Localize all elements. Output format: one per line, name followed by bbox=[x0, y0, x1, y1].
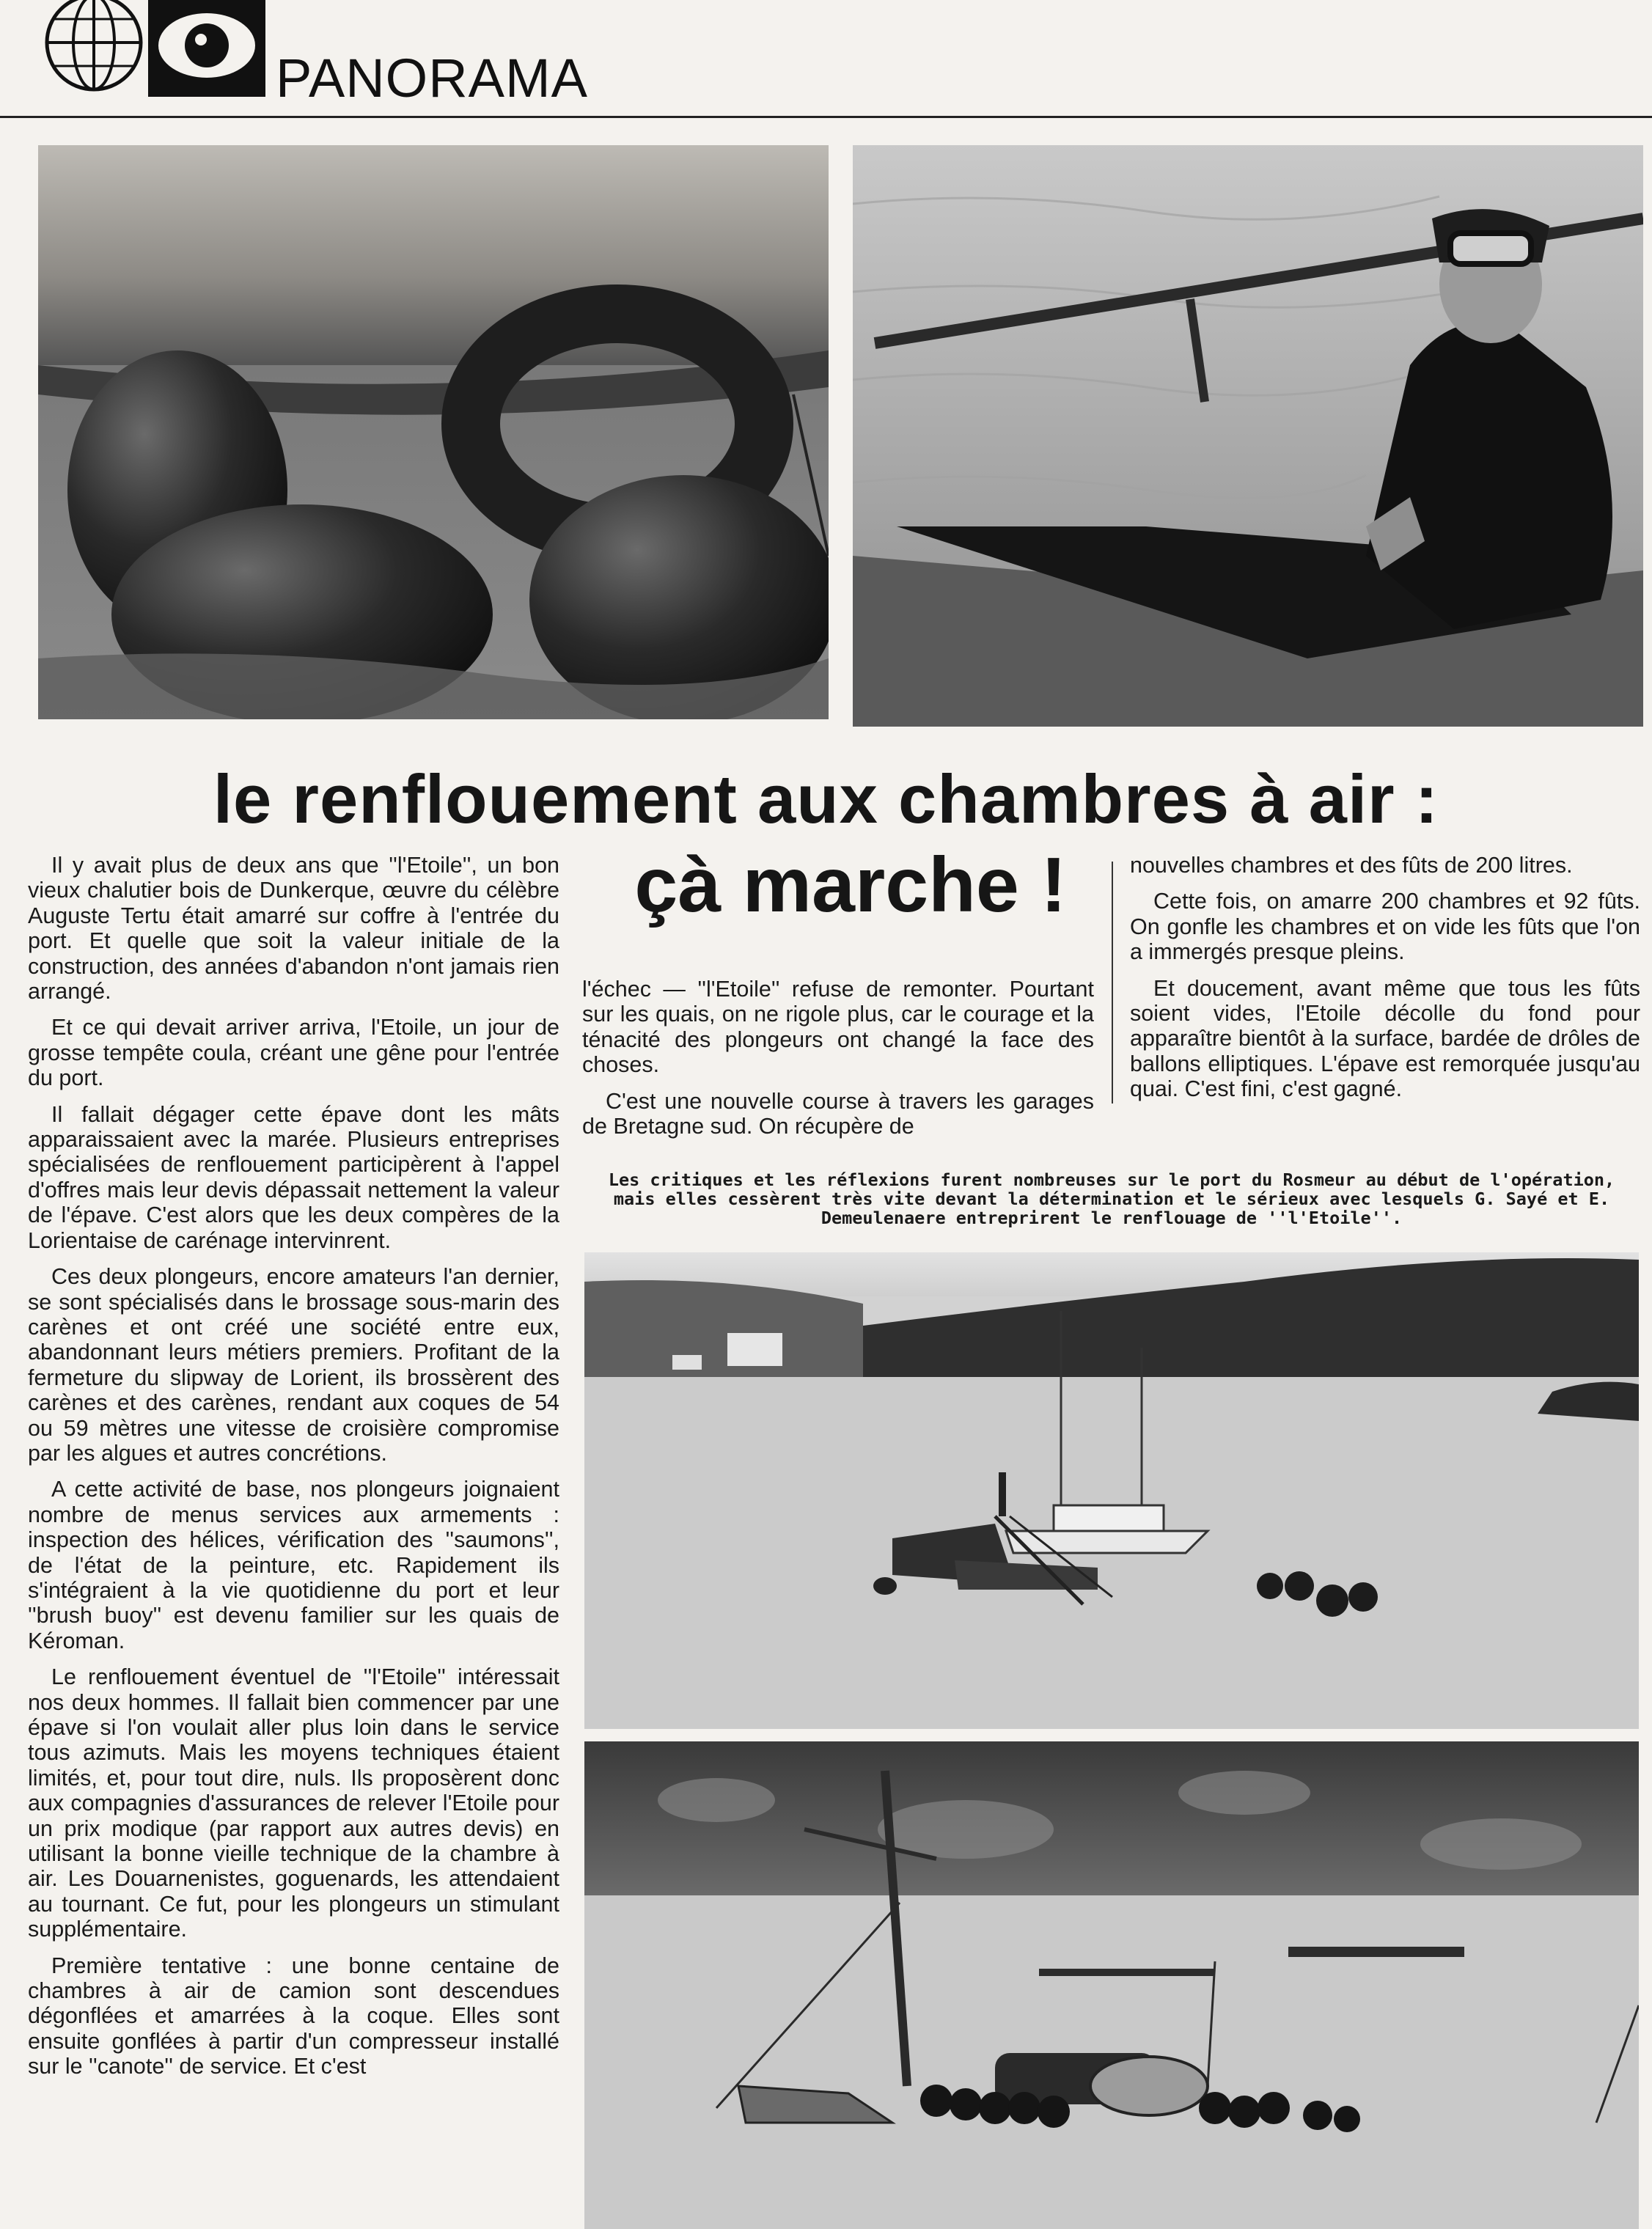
paragraph: A cette activité de base, nos plongeurs joignaient nombre de menus services aux armements : inspection des hélices, vérification des ''saumons'', de l'état de la peinture, etc. Rapidement ils s'intégraient à la vie quotidienne du port et leur ''brush buoy'' est devenu familier sur les quais de Kéroman. bbox=[28, 1477, 559, 1653]
paragraph: nouvelles chambres et des fûts de 200 litres. bbox=[1130, 853, 1573, 878]
article-column-1 bbox=[28, 853, 559, 2090]
paragraph: Il fallait dégager cette épave dont les mâts apparaissaient avec la marée. Plusieurs entreprises spécialisées de renflouement participèrent à l'appel d'offres mais leur devis dépassait nettement la valeur de l'épave. C'est alors que les deux compères de la Lorientaise de carénage intervinrent. bbox=[28, 1101, 559, 1253]
header-divider bbox=[0, 116, 1652, 118]
paragraph: Et ce qui devait arriver arriva, l'Etoile, un jour de grosse tempête coula, créant une gêne pour l'entrée du port. bbox=[28, 1015, 559, 1091]
photo-wreck-refloated bbox=[584, 1741, 1639, 2229]
article-subhead: çà marche ! bbox=[634, 842, 1067, 928]
column-divider bbox=[1112, 862, 1113, 1104]
paragraph: Ces deux plongeurs, encore amateurs l'an dernier, se sont spécialisés dans le brossage sous-marin des carènes et ont créé une société entre eux, abandonnant leurs métiers premiers. Profitant de la fermeture du slipway de Lorient, ils brossèrent des carènes et des carènes, rendant aux coques de 54 ou 59 mètres une vitesse de croisière compromise par les algues et autres concrétions. bbox=[28, 1264, 559, 1466]
paragraph: C'est une nouvelle course à travers les garages de Bretagne sud. On récupère de bbox=[582, 1088, 1094, 1139]
paragraph: Et doucement, avant même que tous les fûts soient vides, l'Etoile décolle du fond pour apparaître bientôt à la surface, bardée de drôles de ballons elliptiques. L'épave est remorquée jusqu'au quai. C'est fini, c'est gagné. bbox=[1130, 975, 1640, 1102]
paragraph: Le renflouement éventuel de ''l'Etoile'' intéressait nos deux hommes. Il fallait bien commencer par une épave si l'on voulait aller plus loin dans le service tous azimuts. Mais les moyens techniques étaient limités, et, pour tout dire, nuls. Ils proposèrent donc aux compagnies d'assurances de relever l'Etoile pour un prix modique (par rapport aux autres devis) en utilisant la bonne vieille technique de la chambre à air. Les Douarnenistes, goguenards, les attendaient au tournant. Ce fut, pour les plongeurs un stimulant supplémentaire. bbox=[28, 1664, 559, 1942]
article-column-3 bbox=[1130, 853, 1640, 1113]
paragraph: Il y avait plus de deux ans que ''l'Etoile'', un bon vieux chalutier bois de Dunkerque, œuvre du célèbre Auguste Tertu était amarré sur coffre à l'entrée du port. Et quelle que soit la valeur initiale de la construction, des années d'abandon n'ont jamais rien arrangé. bbox=[28, 853, 559, 1005]
photo-harbour bbox=[584, 1252, 1639, 1729]
paragraph: l'échec — ''l'Etoile'' refuse de remonter. Pourtant sur les quais, on ne rigole plus, car le courage et la ténacité des plongeurs ont changé la face des choses. bbox=[582, 977, 1094, 1078]
photo-caption: Les critiques et les réflexions furent nombreuses sur le port du Rosmeur au début de l'opération, mais elles cessèrent très vite devant la détermination et le sérieux avec lesquels G. Sayé et E. Demeulenaere entreprirent le renflouage de ''l'Etoile''. bbox=[608, 1169, 1615, 1228]
magazine-logo bbox=[38, 0, 273, 103]
section-title: PANORAMA bbox=[276, 48, 589, 109]
article-headline: le renflouement aux chambres à air : bbox=[213, 760, 1439, 837]
photo-inner-tubes bbox=[38, 145, 829, 719]
globe-eye-logo-icon bbox=[38, 0, 273, 103]
paragraph: Cette fois, on amarre 200 chambres et 92 fûts. On gonfle les chambres et on vide les fûts que l'on a immergés presque pleins. bbox=[1130, 889, 1640, 965]
article-column-2 bbox=[582, 977, 1094, 1150]
photo-diver bbox=[853, 145, 1643, 727]
paragraph: Première tentative : une bonne centaine de chambres à air de camion sont descendues dégonflées et amarrées à la coque. Elles sont ensuite gonflées à partir d'un compresseur installé sur le ''canote'' de service. Et c'est bbox=[28, 1953, 559, 2079]
